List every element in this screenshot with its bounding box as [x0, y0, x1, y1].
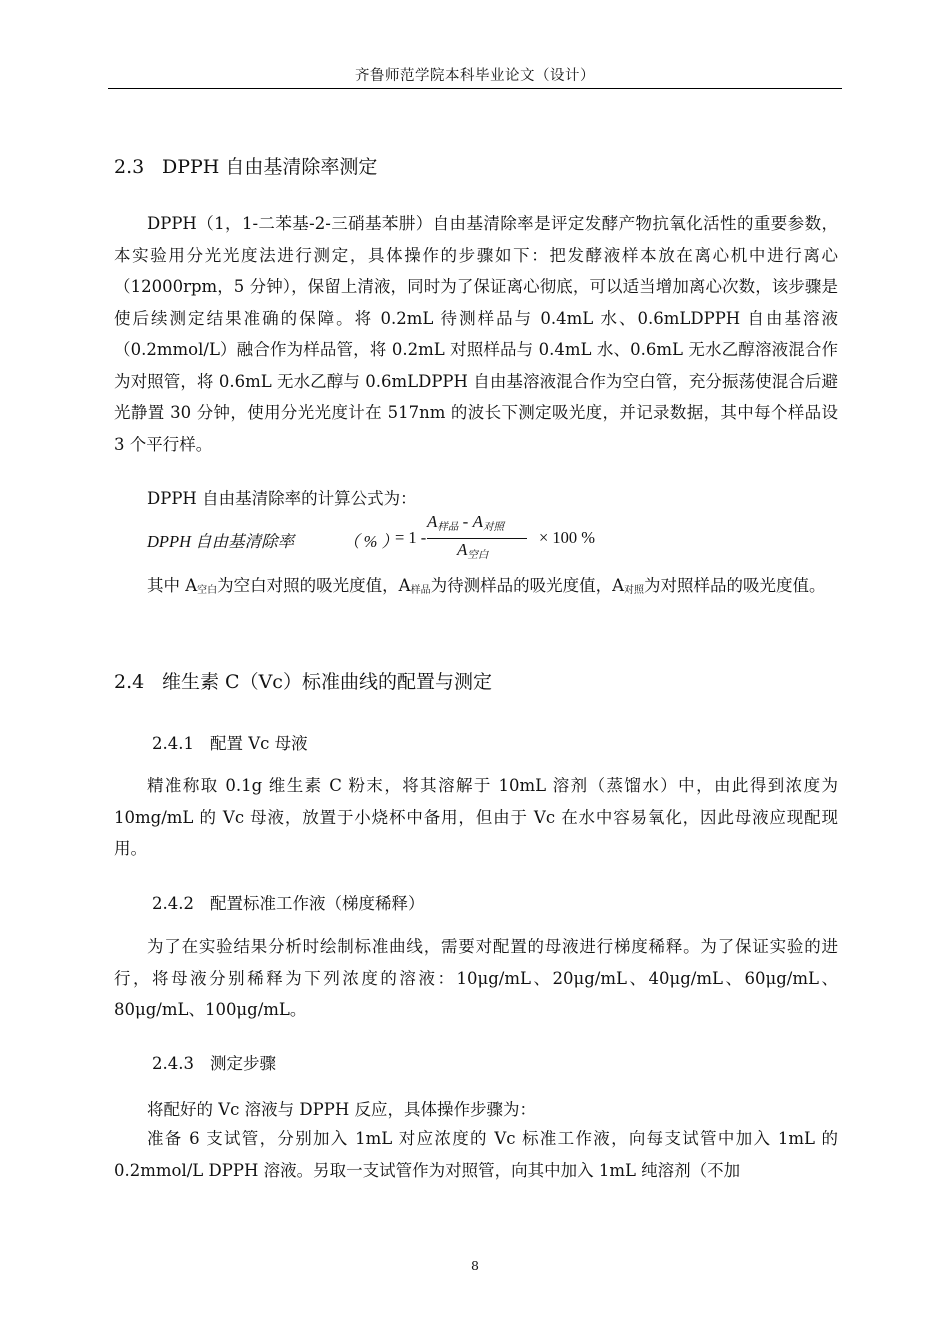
formula-equals: = 1 -: [395, 528, 427, 547]
subsection-heading-2-4-1: [152, 730, 308, 754]
subsection-number: 2.4.1: [152, 734, 194, 753]
paragraph-dpph-method: DPPH（1，1-二苯基-2-三硝基苯肼）自由基清除率是评定发酵产物抗氧化活性的重要参数，本实验用分光光度法进行测定，具体操作的步骤如下：把发酵液样本放在离心机中进行离心（12000rpm，5 分钟），保留上清液，同时为了保证离心彻底，可以适当增加离心次数，该步骤是使后续测定结果准确的保障。将 0.2mL 待测样品与 0.4mL 水、0.6mLDPPH 自由基溶液（0.2mmol/L）融合作为样品管，将 0.2mL 对照样品与 0.4mL 水、0.6mL 无水乙醇溶液混合作为对照管，将 0.6mL 无水乙醇与 0.6mLDPPH 自由基溶液混合作为空白管，充分振荡使混合后避光静置 30 分钟，使用分光光度计在 517nm 的波长下测定吸光度，并记录数据，其中每个样品设 3 个平行样。: [114, 214, 838, 454]
formula-intro: DPPH 自由基清除率的计算公式为：: [147, 489, 417, 508]
subsection-heading-2-4-2: [152, 890, 425, 914]
section-heading-2-4: [114, 667, 492, 694]
formula-unit: （ % ）: [343, 532, 398, 551]
section-number: 2.3: [114, 156, 145, 178]
formula-lhs: DPPH 自由基清除率: [147, 532, 295, 551]
section-number: 2.4: [114, 671, 145, 693]
formula-numerator: $A_{样品} - A_{对照}$: [427, 512, 504, 533]
subsection-title: 配置 Vc 母液: [210, 734, 308, 753]
paragraph-formula-legend: 其中 A空白为空白对照的吸光度值，A样品为待测样品的吸光度值，A对照为对照样品的吸光度值。: [147, 576, 826, 596]
subsection-heading-2-4-3: [152, 1050, 276, 1074]
formula-times-100: × 100 %: [539, 528, 596, 547]
header-rule: [108, 88, 842, 89]
section-title: DPPH 自由基清除率测定: [162, 156, 378, 178]
page-header: 齐鲁师范学院本科毕业论文（设计）: [355, 68, 595, 84]
measurement-intro: 将配好的 Vc 溶液与 DPPH 反应，具体操作步骤为：: [147, 1100, 536, 1119]
section-heading-2-3: [114, 152, 377, 179]
section-title: 维生素 C（Vc）标准曲线的配置与测定: [162, 671, 492, 693]
subsection-number: 2.4.2: [152, 894, 194, 913]
formula-fraction: [423, 512, 533, 566]
subsection-number: 2.4.3: [152, 1054, 194, 1073]
paragraph-measurement-steps: 准备 6 支试管，分别加入 1mL 对应浓度的 Vc 标准工作液，向每支试管中加入 1mL 的 0.2mmol/L DPPH 溶液。另取一支试管作为对照管，向其中加入 1mL 纯溶剂（不加: [114, 1129, 838, 1180]
page-number: 8: [471, 1258, 479, 1273]
subsection-title: 测定步骤: [210, 1054, 276, 1073]
formula-denominator: $A_{空白}$: [457, 540, 489, 561]
paragraph-gradient-dilution: 为了在实验结果分析时绘制标准曲线，需要对配置的母液进行梯度稀释。为了保证实验的进行，将母液分别稀释为下列浓度的溶液：10μg/mL、20μg/mL、40μg/mL、60μg/mL、80μg/mL、100μg/mL。: [114, 937, 838, 1019]
subsection-title: 配置标准工作液（梯度稀释）: [210, 894, 425, 913]
paragraph-vc-stock: 精准称取 0.1g 维生素 C 粉末，将其溶解于 10mL 溶剂（蒸馏水）中，由此得到浓度为 10mg/mL 的 Vc 母液，放置于小烧杯中备用，但由于 Vc 在水中容易氧化，因此母液应现配现用。: [114, 776, 838, 858]
fraction-bar: [427, 538, 527, 539]
